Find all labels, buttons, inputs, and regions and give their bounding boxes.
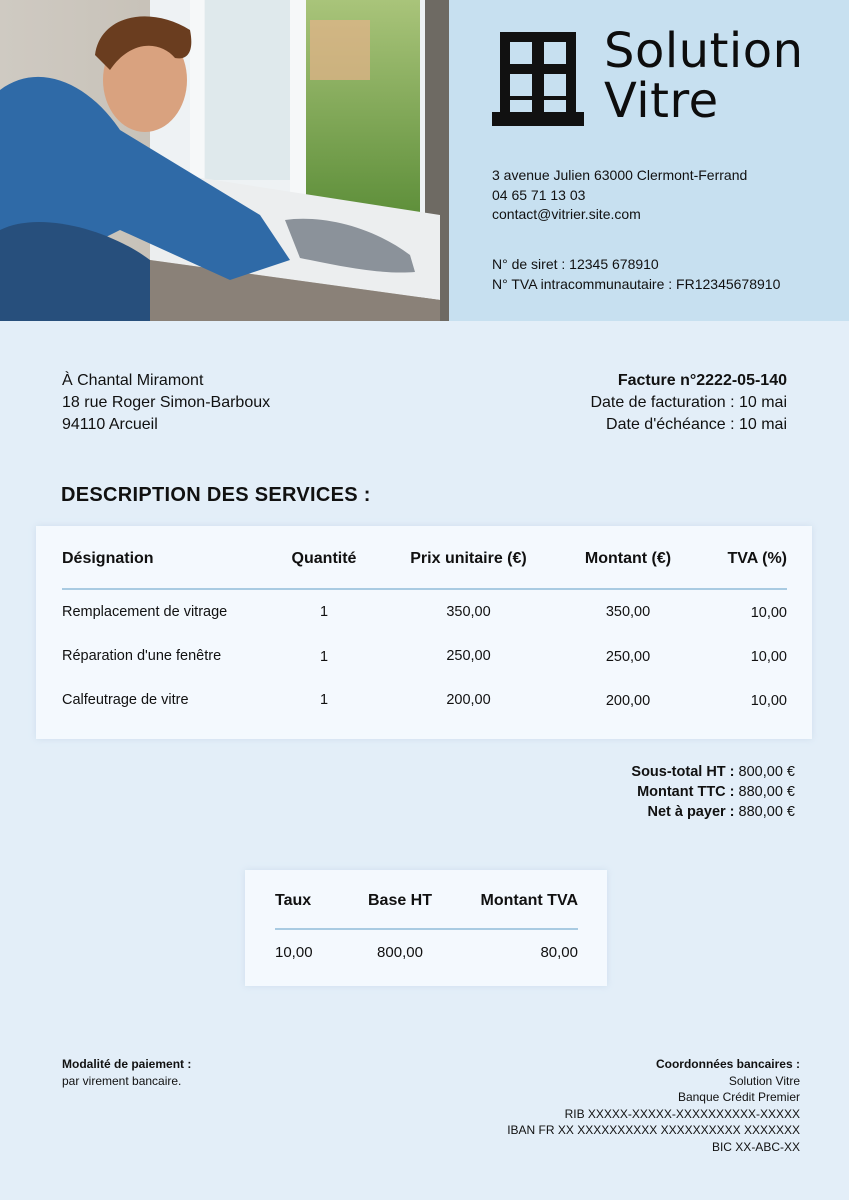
tva-amount: 80,00 — [540, 944, 578, 961]
ttc-value: 880,00 € — [738, 784, 795, 800]
header-designation: Désignation — [62, 550, 154, 567]
company-address: 3 avenue Julien 63000 Clermont-Ferrand — [492, 167, 748, 183]
bank-label: Coordonnées bancaires : — [655, 1057, 800, 1071]
row-amount: 250,00 — [605, 649, 651, 665]
client-street: 18 rue Roger Simon-Barboux — [62, 394, 271, 411]
subtotal-label: Sous-total HT : — [631, 764, 735, 780]
row-tva: 10,00 — [750, 649, 787, 665]
company-tva-number: N° TVA intracommunautaire : FR12345678910 — [492, 275, 781, 292]
tva-base: 800,00 — [377, 944, 423, 961]
header — [0, 0, 849, 321]
row-unit-price: 200,00 — [446, 692, 491, 708]
payment-block — [62, 1056, 191, 1089]
bank-name: Banque Crédit Premier — [677, 1090, 800, 1104]
net-label: Net à payer : — [647, 804, 735, 820]
row-amount: 350,00 — [605, 604, 651, 620]
payment-label: Modalité de paiement : — [62, 1057, 192, 1071]
subtotal-line — [631, 762, 795, 782]
row-quantity: 1 — [319, 649, 329, 665]
company-name-line2: Vitre — [604, 73, 719, 129]
tva-divider — [275, 928, 578, 930]
company-email[interactable]: contact@vitrier.site.com — [492, 206, 641, 222]
row-designation: Réparation d'une fenêtre — [62, 648, 222, 664]
invoice-due-date: Date d'échéance : 10 mai — [606, 416, 787, 433]
row-designation: Remplacement de vitrage — [62, 604, 228, 620]
header-tva: TVA (%) — [727, 550, 787, 567]
row-amount: 200,00 — [605, 693, 651, 709]
net-line — [631, 802, 795, 822]
client-city: 94110 Arcueil — [62, 416, 158, 433]
row-quantity: 1 — [319, 692, 329, 708]
totals-block — [631, 762, 795, 822]
tva-table — [245, 870, 607, 986]
services-table — [36, 526, 812, 739]
bank-iban: IBAN FR XX XXXXXXXXXX XXXXXXXXXX XXXXXXX — [507, 1123, 800, 1137]
tva-header-base: Base HT — [367, 892, 433, 909]
row-unit-price: 250,00 — [446, 648, 491, 664]
invoice-meta — [590, 370, 787, 436]
company-name — [604, 23, 804, 129]
net-value: 880,00 € — [738, 804, 795, 820]
company-siret: N° de siret : 12345 678910 — [492, 256, 659, 272]
client-block — [62, 370, 270, 436]
bank-holder: Solution Vitre — [728, 1073, 800, 1088]
bank-block — [507, 1056, 800, 1155]
row-quantity: 1 — [319, 604, 329, 620]
company-name-line1: Solution — [604, 23, 804, 79]
row-tva: 10,00 — [750, 693, 787, 709]
services-title: DESCRIPTION DES SERVICES : — [61, 484, 371, 506]
company-phone: 04 65 71 13 03 — [492, 186, 586, 203]
window-icon — [492, 32, 584, 126]
ttc-label: Montant TTC : — [637, 784, 735, 800]
tva-header-amount: Montant TVA — [480, 892, 578, 909]
header-amount: Montant (€) — [584, 550, 672, 567]
bank-bic: BIC XX-ABC-XX — [711, 1139, 800, 1154]
invoice-issue-date: Date de facturation : 10 mai — [590, 394, 787, 411]
row-designation: Calfeutrage de vitre — [62, 692, 189, 708]
company-contact — [492, 166, 747, 225]
tva-rate: 10,00 — [275, 944, 313, 961]
header-photo — [0, 0, 449, 321]
invoice-number: Facture n°2222-05-140 — [617, 372, 787, 389]
header-unit-price: Prix unitaire (€) — [410, 550, 527, 567]
company-legal — [492, 255, 780, 294]
glazier-photo-illustration — [0, 0, 449, 321]
bank-rib: RIB XXXXX-XXXXX-XXXXXXXXXX-XXXXX — [564, 1106, 800, 1121]
payment-value: par virement bancaire. — [62, 1073, 182, 1088]
ttc-line — [631, 782, 795, 802]
subtotal-value: 800,00 € — [738, 764, 795, 780]
row-unit-price: 350,00 — [446, 604, 491, 620]
table-divider — [62, 588, 787, 590]
row-tva: 10,00 — [750, 605, 787, 621]
brand-panel — [449, 0, 849, 321]
client-name: À Chantal Miramont — [62, 372, 204, 389]
tva-header-rate: Taux — [275, 892, 312, 909]
header-quantity: Quantité — [291, 550, 357, 567]
